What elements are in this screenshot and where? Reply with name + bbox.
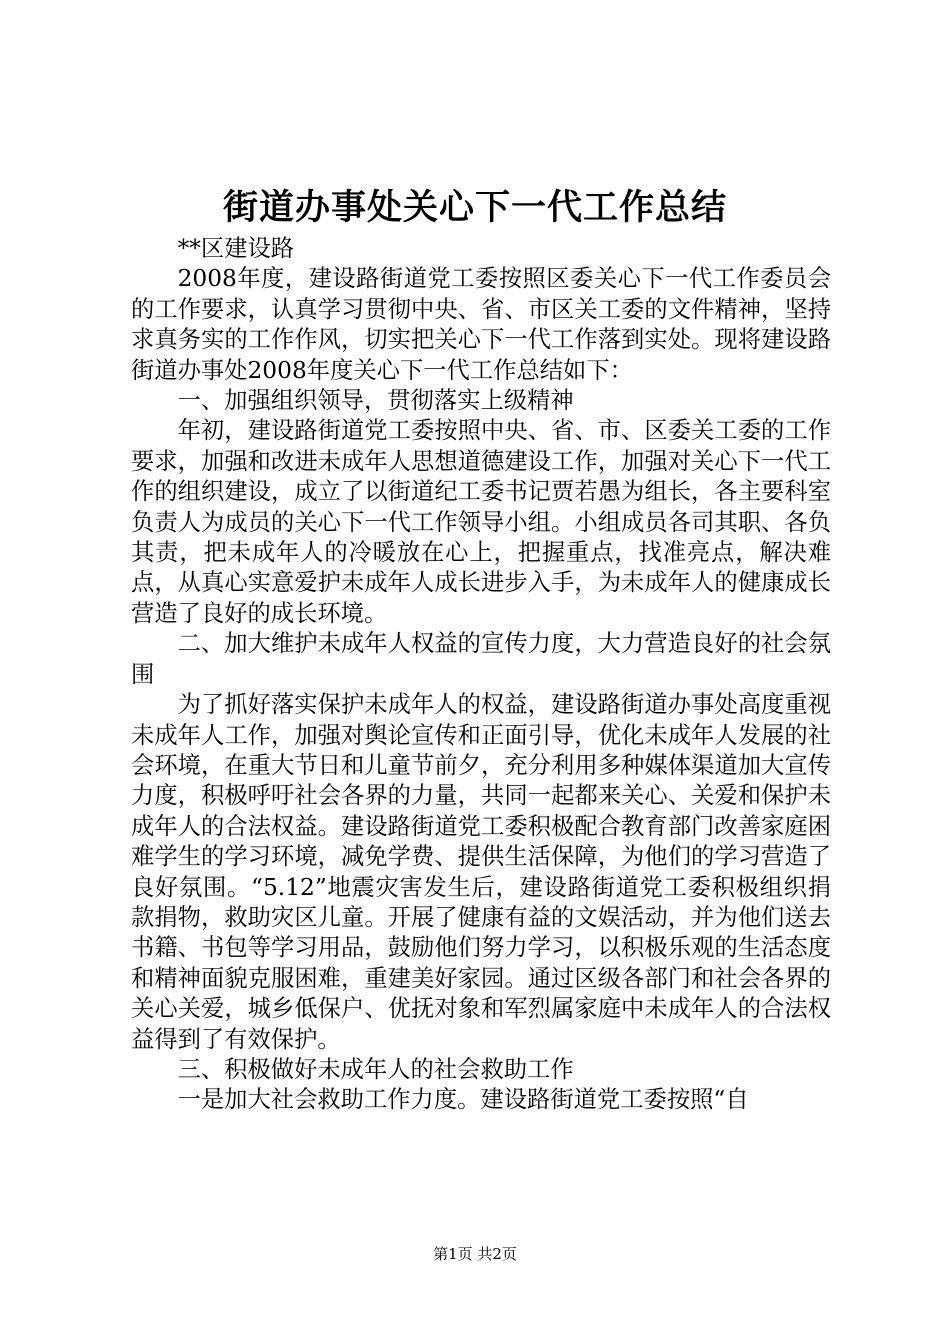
- intro-paragraph: 2008年度，建设路街道党工委按照区委关心下一代工作委员会的工作要求，认真学习贯彻中央、省、市区关工委的文件精神，坚持求真务实的工作作风，切实把关心下一代工作落到实处。现将建设路街道办事处2008年度关心下一代工作总结如下：: [131, 265, 831, 384]
- section-heading-1: 一、加强组织领导，贯彻落实上级精神: [177, 387, 574, 415]
- author-line: **区建设路: [177, 235, 295, 262]
- page-footer: 第1页 共2页: [433, 1245, 517, 1263]
- section-heading-3: 三、积极做好未成年人的社会救助工作: [177, 1055, 574, 1083]
- section-1-paragraph: 年初，建设路街道党工委按照中央、省、市、区委关工委的工作要求，加强和改进未成年人思想道德建设工作，加强对关心下一代工作的组织建设，成立了以街道纪工委书记贾若愚为组长，各主要科室负责人为成员的关心下一代工作领导小组。小组成员各司其职、各负其责，把未成年人的冷暖放在心上，把握重点，找准亮点，解决难点，从真心实意爱护未成年人成长进步入手，为未成年人的健康成长营造了良好的成长环境。: [131, 417, 831, 627]
- document-title: 街道办事处关心下一代工作总结: [222, 187, 727, 228]
- section-3-paragraph: 一是加大社会救助工作力度。建设路街道党工委按照“自: [177, 1086, 749, 1114]
- section-heading-2: 二、加大维护未成年人权益的宣传力度，大力营造良好的社会氛围: [131, 630, 831, 688]
- document-body: [131, 234, 831, 1116]
- section-2-paragraph: 为了抓好落实保护未成年人的权益，建设路街道办事处高度重视未成年人工作，加强对舆论宣传和正面引导，优化未成年人发展的社会环境，在重大节日和儿童节前夕，充分利用多种媒体渠道加大宣传力度，积极呼吁社会各界的力量，共同一起都来关心、关爱和保护未成年人的合法权益。建设路街道党工委积极配合教育部门改善家庭困难学生的学习环境，减免学费、提供生活保障，为他们的学习营造了良好氛围。“5.12”地震灾害发生后，建设路街道党工委积极组织捐款捐物，救助灾区儿童。开展了健康有益的文娱活动，并为他们送去书籍、书包等学习用品，鼓励他们努力学习，以积极乐观的生活态度和精神面貌克服困难，重建美好家园。通过区级各部门和社会各界的关心关爱，城乡低保户、优抚对象和军烈属家庭中未成年人的合法权益得到了有效保护。: [131, 691, 831, 1053]
